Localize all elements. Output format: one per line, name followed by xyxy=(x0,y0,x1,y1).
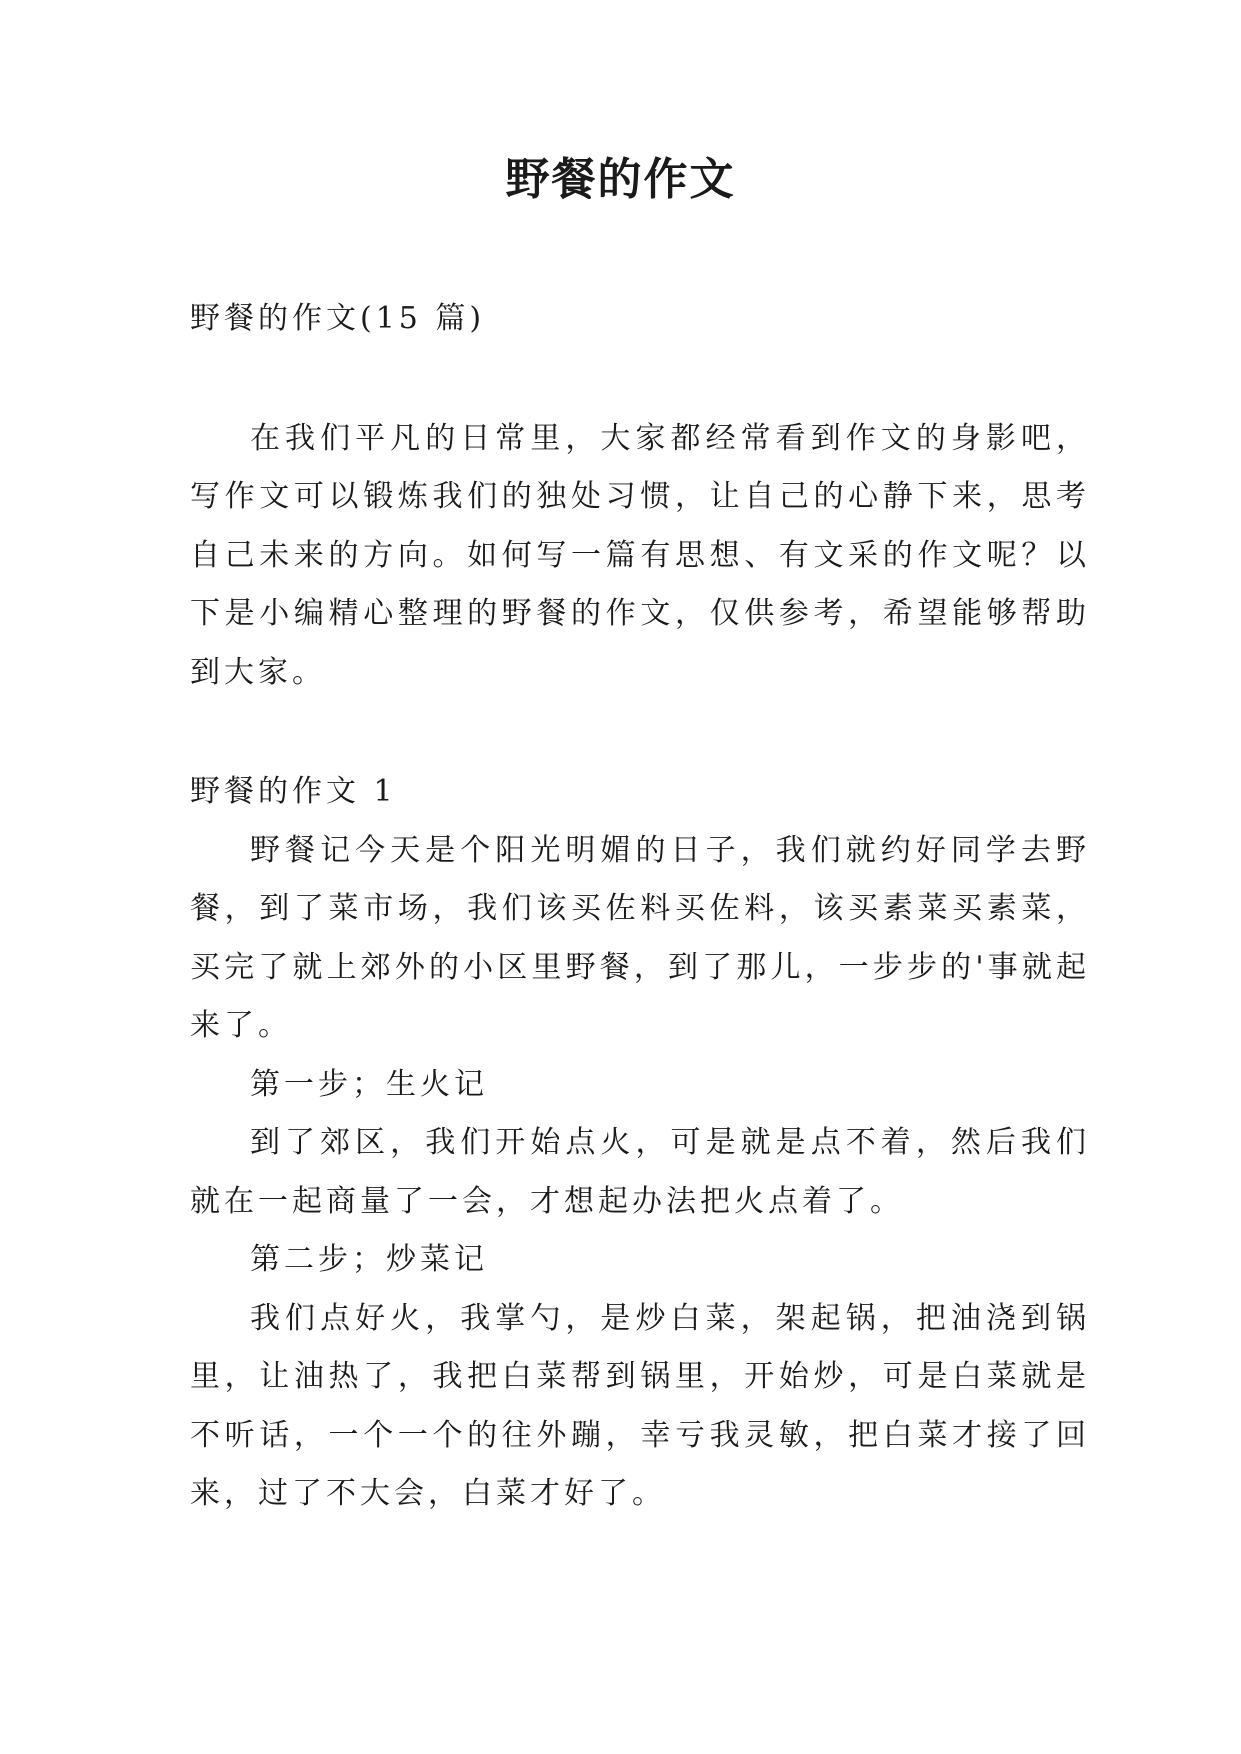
document-subtitle: 野餐的作文(15 篇) xyxy=(190,301,486,336)
body-paragraph: 我们点好火，我掌勺，是炒白菜，架起锅，把油浇到锅里，让油热了，我把白菜帮到锅里，开始炒，可是白菜就是不听话，一个一个的往外蹦，幸亏我灵敏，把白菜才接了回来，过了不大会，白菜才好了。 xyxy=(190,1300,1090,1511)
document-title: 野餐的作文 xyxy=(505,154,736,205)
document-body xyxy=(190,290,1090,1524)
step-heading-2: 第二步；炒菜记 xyxy=(250,1242,488,1277)
step-heading-1: 第一步；生火记 xyxy=(250,1066,488,1102)
body-paragraph: 到了郊区，我们开始点火，可是就是点不着，然后我们就在一起商量了一会，才想起办法把火点着了。 xyxy=(190,1125,1090,1219)
section-heading: 野餐的作文 1 xyxy=(190,774,397,809)
body-paragraph: 野餐记今天是个阳光明媚的日子，我们就约好同学去野餐，到了菜市场，我们该买佐料买佐料，该买素菜买素菜，买完了就上郊外的小区里野餐，到了那儿，一步步的'事就起来了。 xyxy=(190,832,1090,1043)
intro-paragraph: 在我们平凡的日常里，大家都经常看到作文的身影吧，写作文可以锻炼我们的独处习惯，让自己的心静下来，思考自己未来的方向。如何写一篇有思想、有文采的作文呢？以下是小编精心整理的野餐的作文，仅供参考，希望能够帮助到大家。 xyxy=(190,420,1090,690)
